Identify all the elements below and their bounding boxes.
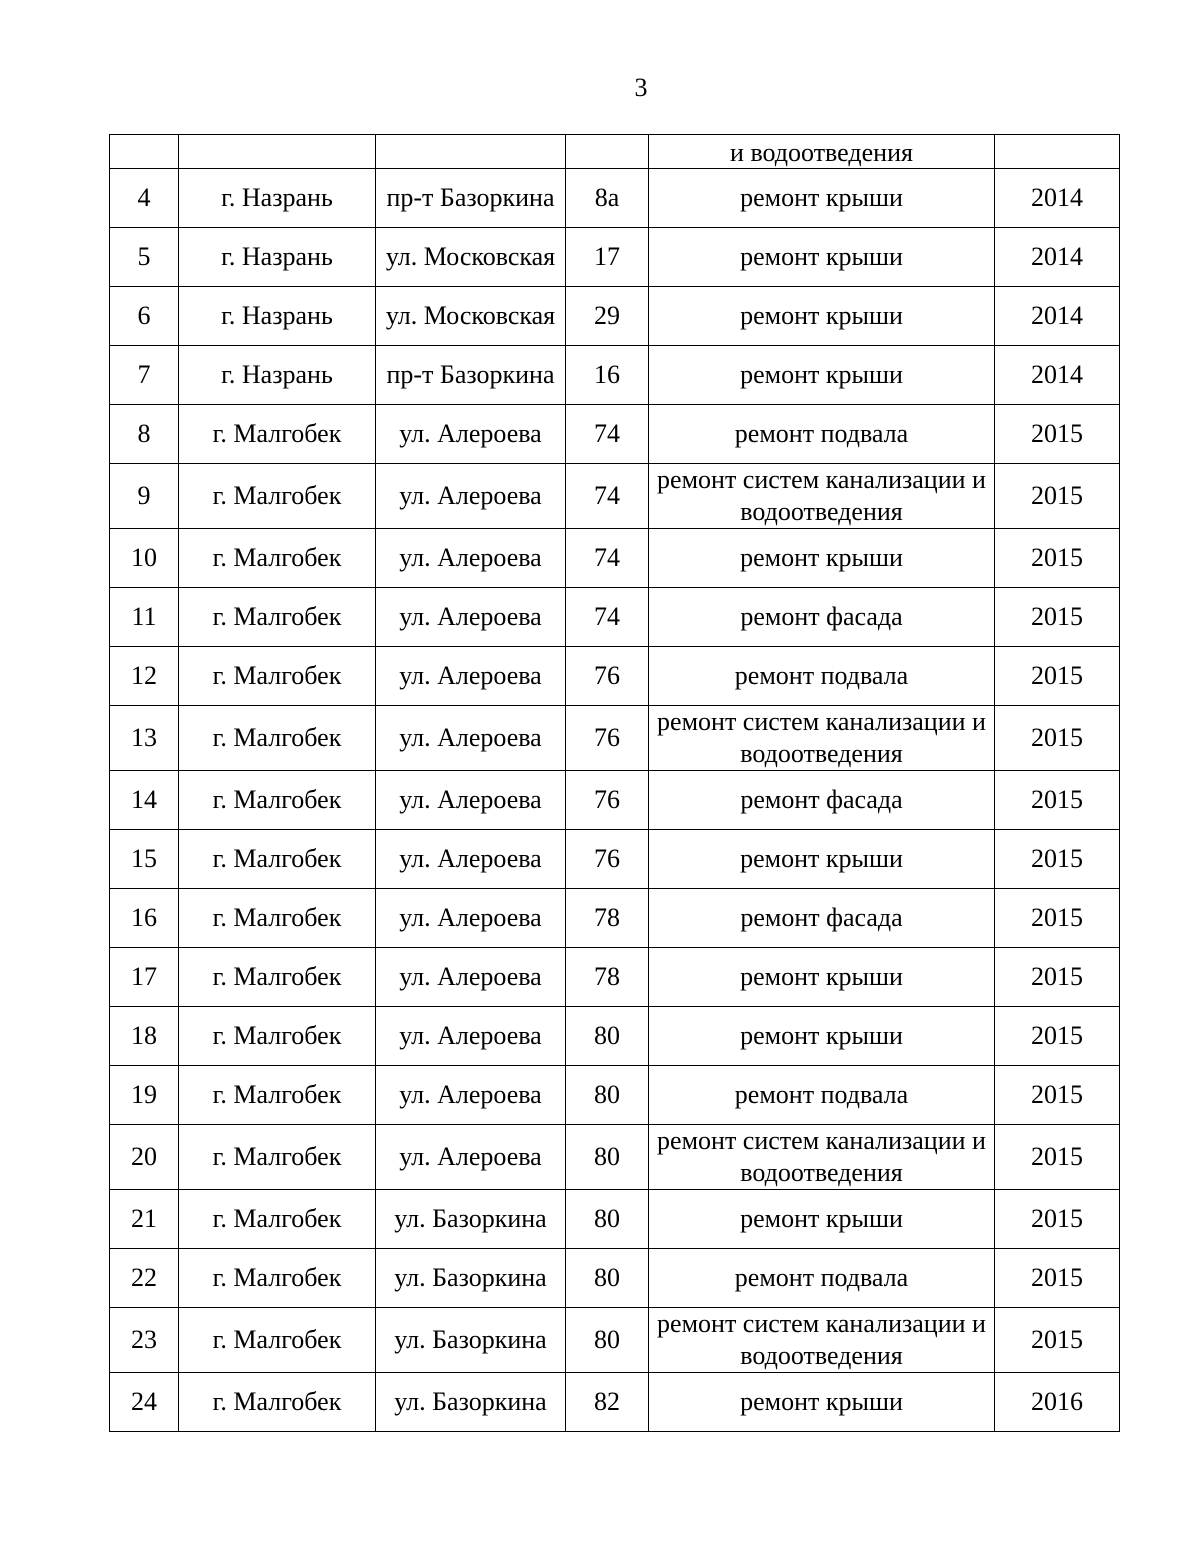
cell-city: г. Назрань [179,169,376,228]
table-row [110,529,1120,588]
cell-work: ремонт крыши [649,228,995,287]
table-row [110,706,1120,771]
table-row [110,647,1120,706]
cell-city: г. Малгобек [179,771,376,830]
cell-work: ремонт фасада [649,889,995,948]
cell-house: 80 [566,1007,649,1066]
cell-street: ул. Алероева [376,529,566,588]
cell-year: 2014 [995,287,1120,346]
cell-num: 9 [110,464,179,529]
cell-year: 2015 [995,588,1120,647]
cell-year: 2014 [995,346,1120,405]
table-row [110,588,1120,647]
table-row [110,771,1120,830]
cell-house: 74 [566,464,649,529]
cell-num: 4 [110,169,179,228]
cell-street: ул. Алероева [376,1125,566,1190]
cell-street: ул. Алероева [376,1007,566,1066]
cell-city: г. Малгобек [179,830,376,889]
cell-house: 80 [566,1125,649,1190]
cell-num: 16 [110,889,179,948]
cell-work: ремонт систем канализации и водоотведения [649,1308,995,1373]
cell-year: 2015 [995,1190,1120,1249]
cell-city: г. Назрань [179,228,376,287]
cell-city: г. Малгобек [179,948,376,1007]
cell-year: 2014 [995,228,1120,287]
cell-street: ул. Алероева [376,588,566,647]
cell-work: ремонт крыши [649,287,995,346]
cell-city: г. Малгобек [179,1373,376,1432]
cell-year: 2015 [995,830,1120,889]
cell-city: г. Малгобек [179,405,376,464]
cell-city: г. Малгобек [179,529,376,588]
cell-street: пр-т Базоркина [376,169,566,228]
cell-street: ул. Базоркина [376,1308,566,1373]
cell-city: г. Малгобек [179,647,376,706]
cell-street: ул. Базоркина [376,1249,566,1308]
cell-work: ремонт фасада [649,588,995,647]
cell-street: ул. Базоркина [376,1190,566,1249]
cell-work: ремонт подвала [649,647,995,706]
cell-house: 74 [566,405,649,464]
cell-year: 2015 [995,1125,1120,1190]
cell-street: ул. Алероева [376,706,566,771]
cell-work: ремонт систем канализации и водоотведения [649,1125,995,1190]
cell-work: ремонт крыши [649,1007,995,1066]
cell-work: ремонт систем канализации и водоотведения [649,706,995,771]
cell-num: 24 [110,1373,179,1432]
cell-street: ул. Алероева [376,464,566,529]
page-number: 3 [634,73,648,102]
cell-num: 19 [110,1066,179,1125]
cell-num: 18 [110,1007,179,1066]
cell-house: 80 [566,1066,649,1125]
table-body [110,135,1120,1432]
table-row [110,889,1120,948]
cell-year: 2015 [995,889,1120,948]
table-row [110,1308,1120,1373]
cell-work: ремонт фасада [649,771,995,830]
cell-year: 2014 [995,169,1120,228]
cell-work: ремонт крыши [649,830,995,889]
cell-num: 8 [110,405,179,464]
cell-year: 2015 [995,1066,1120,1125]
table-row [110,169,1120,228]
cell-street: ул. Базоркина [376,1373,566,1432]
cell-work: ремонт крыши [649,1190,995,1249]
cell-house [566,135,649,169]
cell-city: г. Назрань [179,287,376,346]
table-row [110,228,1120,287]
cell-num: 14 [110,771,179,830]
cell-street: ул. Алероева [376,830,566,889]
cell-street: пр-т Базоркина [376,346,566,405]
cell-house: 78 [566,889,649,948]
cell-street: ул. Московская [376,228,566,287]
cell-num: 12 [110,647,179,706]
cell-city: г. Малгобек [179,588,376,647]
cell-house: 80 [566,1308,649,1373]
cell-street: ул. Алероева [376,1066,566,1125]
cell-work: ремонт систем канализации и водоотведения [649,464,995,529]
cell-house: 76 [566,706,649,771]
cell-year: 2015 [995,706,1120,771]
cell-city: г. Малгобек [179,1007,376,1066]
cell-year: 2016 [995,1373,1120,1432]
cell-num: 22 [110,1249,179,1308]
cell-city: г. Малгобек [179,1249,376,1308]
cell-num: 11 [110,588,179,647]
cell-year: 2015 [995,771,1120,830]
cell-num: 23 [110,1308,179,1373]
cell-year: 2015 [995,464,1120,529]
table-row [110,1125,1120,1190]
cell-work: ремонт крыши [649,169,995,228]
cell-street: ул. Алероева [376,771,566,830]
cell-city: г. Малгобек [179,706,376,771]
cell-house: 17 [566,228,649,287]
cell-work: ремонт крыши [649,948,995,1007]
cell-city: г. Малгобек [179,1190,376,1249]
cell-house: 76 [566,771,649,830]
table-row [110,1249,1120,1308]
cell-house: 80 [566,1190,649,1249]
cell-street: ул. Алероева [376,405,566,464]
cell-city: г. Малгобек [179,1066,376,1125]
cell-house: 76 [566,647,649,706]
table-row [110,948,1120,1007]
table-row [110,1066,1120,1125]
cell-house: 8а [566,169,649,228]
cell-num: 15 [110,830,179,889]
cell-num: 13 [110,706,179,771]
cell-city: г. Малгобек [179,464,376,529]
repair-schedule-table [109,134,1120,1432]
cell-house: 16 [566,346,649,405]
cell-street: ул. Алероева [376,647,566,706]
cell-house: 29 [566,287,649,346]
cell-num: 17 [110,948,179,1007]
cell-year: 2015 [995,1308,1120,1373]
cell-city: г. Малгобек [179,889,376,948]
cell-year: 2015 [995,647,1120,706]
cell-work: ремонт подвала [649,1249,995,1308]
cell-city: г. Малгобек [179,1125,376,1190]
cell-street: ул. Алероева [376,948,566,1007]
cell-house: 74 [566,529,649,588]
cell-year: 2015 [995,529,1120,588]
table-row [110,1007,1120,1066]
cell-year [995,135,1120,169]
cell-num: 5 [110,228,179,287]
table-row-continued [110,135,1120,169]
cell-house: 78 [566,948,649,1007]
cell-work: ремонт крыши [649,346,995,405]
cell-city [179,135,376,169]
cell-year: 2015 [995,1007,1120,1066]
cell-num: 20 [110,1125,179,1190]
cell-work: ремонт подвала [649,1066,995,1125]
cell-work: ремонт крыши [649,1373,995,1432]
table-row [110,464,1120,529]
cell-house: 80 [566,1249,649,1308]
cell-work: ремонт подвала [649,405,995,464]
cell-city: г. Назрань [179,346,376,405]
cell-year: 2015 [995,948,1120,1007]
cell-city: г. Малгобек [179,1308,376,1373]
cell-num [110,135,179,169]
cell-house: 82 [566,1373,649,1432]
cell-num: 21 [110,1190,179,1249]
cell-work: ремонт крыши [649,529,995,588]
cell-num: 10 [110,529,179,588]
cell-house: 74 [566,588,649,647]
table-row [110,346,1120,405]
cell-street [376,135,566,169]
cell-year: 2015 [995,1249,1120,1308]
cell-num: 6 [110,287,179,346]
cell-house: 76 [566,830,649,889]
cell-num: 7 [110,346,179,405]
table-row [110,287,1120,346]
table-row [110,830,1120,889]
cell-year: 2015 [995,405,1120,464]
cell-work: и водоотведения [649,135,995,169]
table-row [110,1190,1120,1249]
cell-street: ул. Московская [376,287,566,346]
table-row [110,1373,1120,1432]
cell-street: ул. Алероева [376,889,566,948]
table-row [110,405,1120,464]
